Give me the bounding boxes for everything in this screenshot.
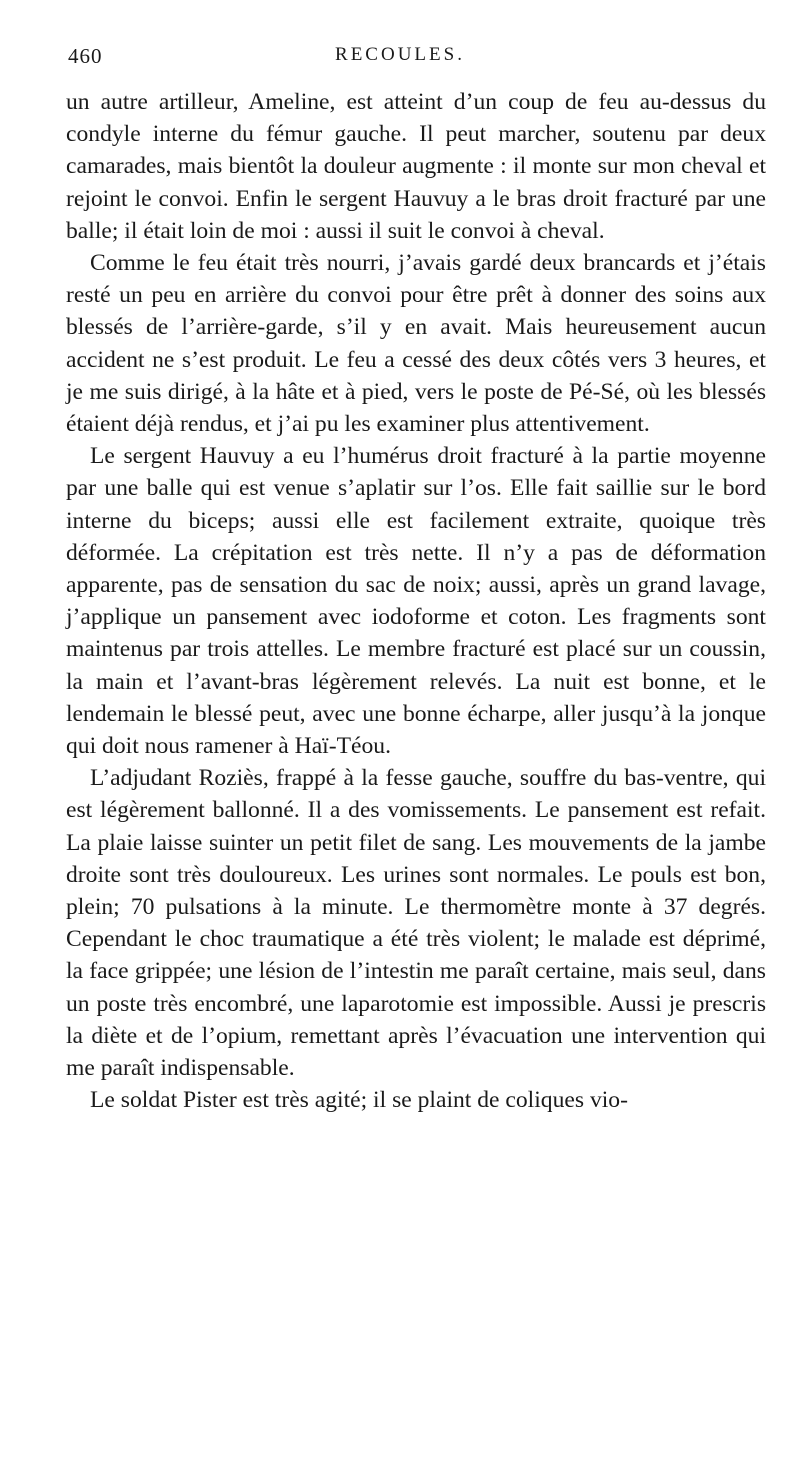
paragraph-soldat-pister: Le soldat Pister est très agité; il se plaint de coliques vio-: [90, 1087, 628, 1114]
body-text: [66, 86, 766, 1117]
page-header: [68, 44, 732, 74]
paragraph-feu-nourri: Comme le feu était très nourri, j’avais gardé deux brancards et j’étais resté un peu en arrière du convoi pour être prêt à donner des soins aux blessés de l’arrière-garde, s’il y en avait. Mais heureusement aucun accident ne s’est produit. Le feu a cessé des deux côtés vers 3 heures, et je me suis dirigé, à la hâte et à pied, vers le poste de Pé-Sé, où les blessés étaient déjà rendus, et j’ai pu les examiner plus attentivement.: [66, 250, 766, 438]
running-title: RECOULES.: [335, 44, 465, 65]
paragraph-adjudant-rozies: L’adjudant Roziès, frappé à la fesse gauche, souffre du bas-ventre, qui est légèrement ballonné. Il a des vomissements. Le pansement est refait. La plaie laisse suinter un petit filet de sang. Les mouvements de la jambe droite sont très douloureux. Les urines sont normales. Le pouls est bon, plein; 70 pulsations à la minute. Le thermomètre monte à 37 degrés. Cependant le choc traumatique a été très violent; le malade est déprimé, la face grippée; une lésion de l’intestin me paraît certaine, mais seul, dans un poste très encombré, une laparotomie est impossible. Aussi je prescris la diète et de l’opium, remettant après l’évacuation une intervention qui me paraît indispensable.: [66, 765, 766, 1082]
page-number: 460: [68, 44, 103, 68]
paragraph-sergent-hauvuy: Le sergent Hauvuy a eu l’humérus droit fracturé à la partie moyenne par une balle qui est venue s’aplatir sur l’os. Elle fait saillie sur le bord interne du biceps; aussi elle est facilement extraite, quoique très déformée. La crépitation est très nette. Il n’y a pas de déformation apparente, pas de sensation du sac de noix; aussi, après un grand lavage, j’applique un pansement avec iodoforme et coton. Les fragments sont maintenus par trois attelles. Le membre fracturé est placé sur un coussin, la main et l’avant-bras légèrement relevés. La nuit est bonne, et le lendemain le blessé peut, avec une bonne écharpe, aller jusqu’à la jonque qui doit nous ramener à Haï-Téou.: [66, 443, 766, 760]
paragraph-ameline-hauvuy: un autre artilleur, Ameline, est atteint d’un coup de feu au-dessus du condyle interne du fémur gauche. Il peut marcher, soutenu par deux camarades, mais bientôt la douleur augmente : il monte sur mon cheval et rejoint le convoi. Enfin le sergent Hauvuy a le bras droit fracturé par une balle; il était loin de moi : aussi il suit le convoi à cheval.: [66, 89, 766, 244]
